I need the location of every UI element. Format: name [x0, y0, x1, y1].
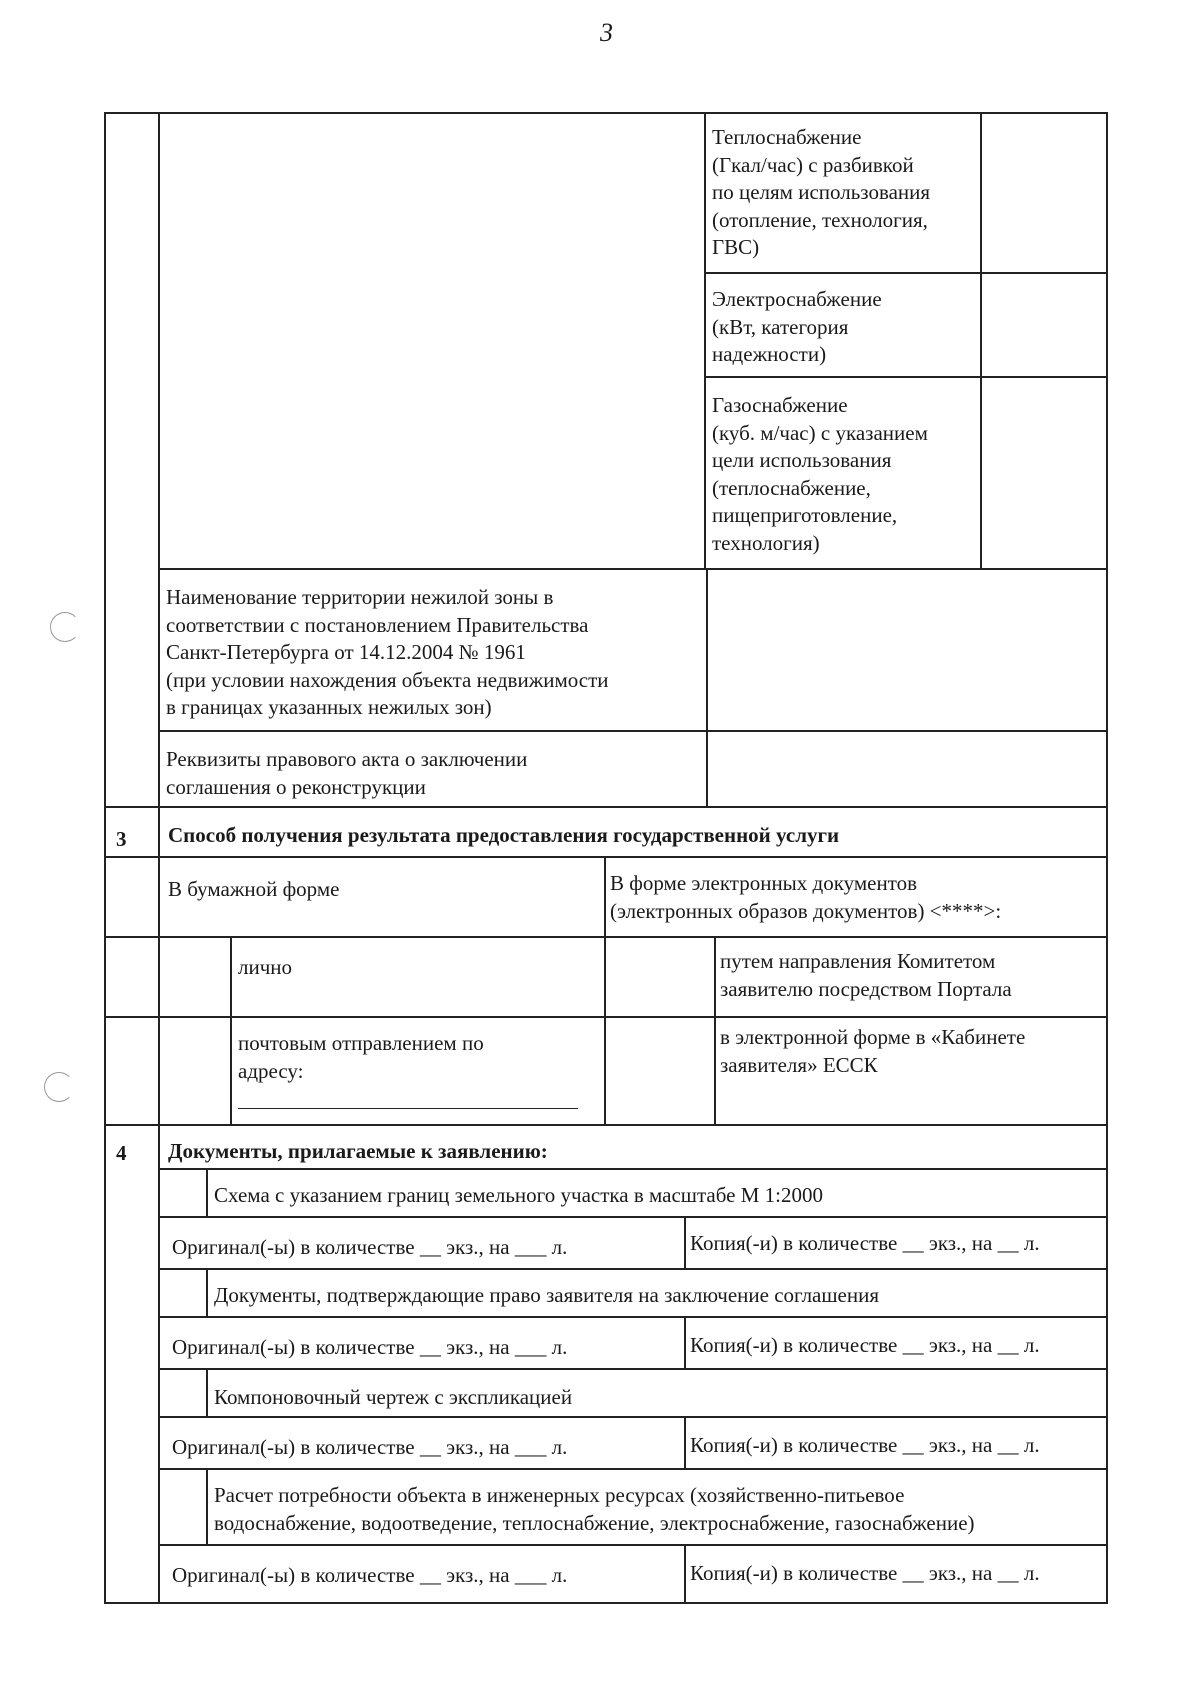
- doc-1-original-count[interactable]: Оригинал(-ы) в количестве __ экз., на ___ л.: [172, 1235, 568, 1259]
- mail-label: почтовым отправлением по адресу:: [238, 1031, 484, 1083]
- doc-2-label: Документы, подтверждающие право заявителя на заключение соглашения: [214, 1283, 879, 1307]
- doc-1-checkbox[interactable]: [160, 1170, 204, 1214]
- section-4-number: 4: [116, 1141, 127, 1165]
- cabinet-checkbox[interactable]: [606, 1018, 712, 1122]
- section-3-number: 3: [116, 827, 127, 851]
- nonresidential-zone-value[interactable]: [708, 570, 1104, 728]
- doc-2-original-count[interactable]: Оригинал(-ы) в количестве __ экз., на ___ л.: [172, 1335, 568, 1359]
- doc-4-copy-count[interactable]: Копия(-и) в количестве __ экз., на __ л.: [690, 1561, 1040, 1585]
- cabinet-label: в электронной форме в «Кабинете заявителя» ЕССК: [720, 1025, 1026, 1077]
- legal-act-requisites-value[interactable]: [708, 732, 1104, 804]
- section-4-title: Документы, прилагаемые к заявлению:: [168, 1139, 548, 1163]
- legal-act-requisites-label: Реквизиты правового акта о заключении соглашения о реконструкции: [166, 747, 528, 799]
- in-person-label: лично: [238, 955, 293, 979]
- power-supply-label: Электроснабжение (кВт, категория надежности): [712, 287, 882, 366]
- doc-1-copy-count[interactable]: Копия(-и) в количестве __ экз., на __ л.: [690, 1231, 1040, 1255]
- mail-checkbox[interactable]: [160, 1018, 228, 1122]
- section-3-title: Способ получения результата предоставления государственной услуги: [168, 823, 840, 847]
- nonresidential-zone-label: Наименование территории нежилой зоны в соответствии с постановлением Правительства Санкт-Петербурга от 14.12.2004 № 1961 (при условии нахождения объекта недвижимости в границах указанных нежилых зон): [166, 585, 609, 719]
- doc-1-label: Схема с указанием границ земельного участка в масштабе М 1:2000: [214, 1183, 823, 1207]
- doc-3-original-count[interactable]: Оригинал(-ы) в количестве __ экз., на ___ л.: [172, 1435, 568, 1459]
- doc-4-label: Расчет потребности объекта в инженерных ресурсах (хозяйственно-питьевое водоснабжение, водоотведение, теплоснабжение, электроснабжение, газоснабжение): [214, 1483, 975, 1535]
- portal-label: путем направления Комитетом заявителю посредством Портала: [720, 949, 1012, 1001]
- in-person-checkbox[interactable]: [160, 938, 228, 1014]
- power-supply-value[interactable]: [982, 274, 1104, 374]
- doc-3-copy-count[interactable]: Копия(-и) в количестве __ экз., на __ л.: [690, 1433, 1040, 1457]
- doc-3-label: Компоновочный чертеж с экспликацией: [214, 1385, 573, 1409]
- punch-hole: [50, 612, 80, 642]
- electronic-form-label: В форме электронных документов (электронных образов документов) <****>:: [610, 871, 1002, 923]
- paper-form-label: В бумажной форме: [168, 877, 340, 901]
- heat-supply-value[interactable]: [982, 114, 1104, 270]
- punch-hole: [44, 1072, 74, 1102]
- portal-checkbox[interactable]: [606, 938, 712, 1014]
- doc-4-original-count[interactable]: Оригинал(-ы) в количестве __ экз., на ___ л.: [172, 1563, 568, 1587]
- heat-supply-label: Теплоснабжение (Гкал/час) с разбивкой по целям использования (отопление, технология, ГВС): [712, 125, 931, 259]
- doc-2-copy-count[interactable]: Копия(-и) в количестве __ экз., на __ л.: [690, 1333, 1040, 1357]
- doc-3-checkbox[interactable]: [160, 1370, 204, 1414]
- mail-address-input[interactable]: [236, 1088, 580, 1110]
- gas-supply-label: Газоснабжение (куб. м/час) с указанием цели использования (теплоснабжение, пищеприготовление, технология): [712, 393, 928, 555]
- gas-supply-value[interactable]: [982, 378, 1104, 566]
- doc-2-checkbox[interactable]: [160, 1270, 204, 1314]
- page-number: 3: [600, 18, 613, 47]
- doc-4-checkbox[interactable]: [160, 1470, 204, 1542]
